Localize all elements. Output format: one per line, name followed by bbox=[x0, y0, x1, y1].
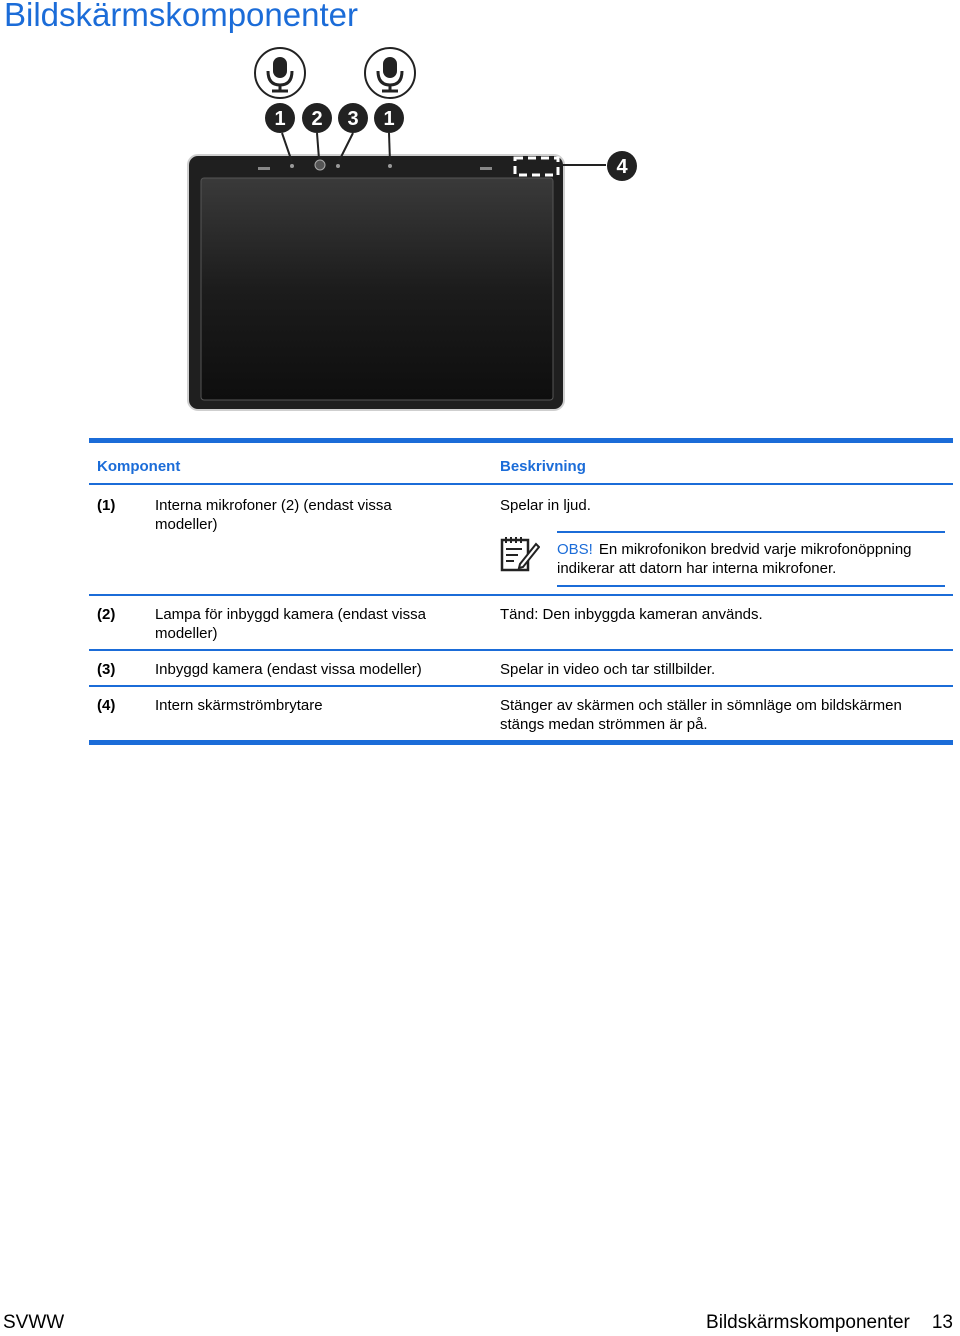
row-description: Spelar in ljud. bbox=[500, 497, 591, 514]
note-pencil-icon bbox=[500, 534, 540, 574]
row-component: Lampa för inbyggd kamera (endast vissa modeller) bbox=[155, 606, 426, 642]
table-row bbox=[89, 687, 953, 740]
microphone-icon bbox=[365, 48, 415, 98]
row-number: (2) bbox=[97, 606, 116, 623]
svg-text:2: 2 bbox=[311, 108, 323, 130]
footer-right bbox=[706, 1312, 953, 1334]
row-number: (4) bbox=[97, 697, 116, 714]
row-component: Intern skärmströmbrytare bbox=[155, 697, 323, 714]
component-table bbox=[89, 438, 953, 745]
callout-1 bbox=[265, 103, 295, 133]
display-figure bbox=[180, 45, 650, 420]
callout-2 bbox=[302, 103, 332, 133]
microphone-opening bbox=[290, 164, 294, 168]
header-description: Beskrivning bbox=[500, 458, 586, 475]
row-number: (1) bbox=[97, 497, 116, 514]
svg-text:1: 1 bbox=[383, 108, 395, 130]
callout-3 bbox=[338, 103, 368, 133]
note-text: En mikrofonikon bredvid varje mikrofonöppning indikerar att datorn har interna mikrofoner. bbox=[557, 541, 912, 577]
footer-left: SVWW bbox=[3, 1312, 65, 1333]
table-bottom-rule bbox=[89, 740, 953, 745]
note-label: OBS! bbox=[557, 541, 593, 558]
microphone-opening bbox=[388, 164, 392, 168]
camera-lens bbox=[315, 160, 325, 170]
page-title: Bildskärmskomponenter bbox=[4, 0, 358, 33]
row-component: Inbyggd kamera (endast vissa modeller) bbox=[155, 661, 422, 678]
row-description: Tänd: Den inbyggda kameran används. bbox=[500, 606, 763, 623]
svg-text:4: 4 bbox=[616, 156, 628, 178]
row-description: Stänger av skärmen och ställer in sömnläge om bildskärmen stängs medan strömmen är på. bbox=[500, 697, 902, 733]
footer-section: Bildskärmskomponenter bbox=[706, 1312, 910, 1333]
header-component: Komponent bbox=[97, 458, 181, 475]
table-header bbox=[89, 443, 953, 477]
page-number: 13 bbox=[931, 1312, 953, 1333]
svg-text:1: 1 bbox=[274, 108, 286, 130]
table-row bbox=[89, 651, 953, 685]
table-row bbox=[89, 485, 953, 594]
callout-1 bbox=[374, 103, 404, 133]
note-box bbox=[500, 531, 946, 589]
display-screen bbox=[201, 178, 553, 400]
row-component: Interna mikrofoner (2) (endast vissa modeller) bbox=[155, 497, 392, 533]
callout-4 bbox=[607, 151, 637, 181]
display-illustration bbox=[180, 45, 650, 420]
microphone-icon bbox=[255, 48, 305, 98]
table-row bbox=[89, 596, 953, 649]
camera-light bbox=[336, 164, 340, 168]
row-description: Spelar in video och tar stillbilder. bbox=[500, 661, 716, 678]
svg-text:3: 3 bbox=[347, 108, 359, 130]
row-number: (3) bbox=[97, 661, 116, 678]
